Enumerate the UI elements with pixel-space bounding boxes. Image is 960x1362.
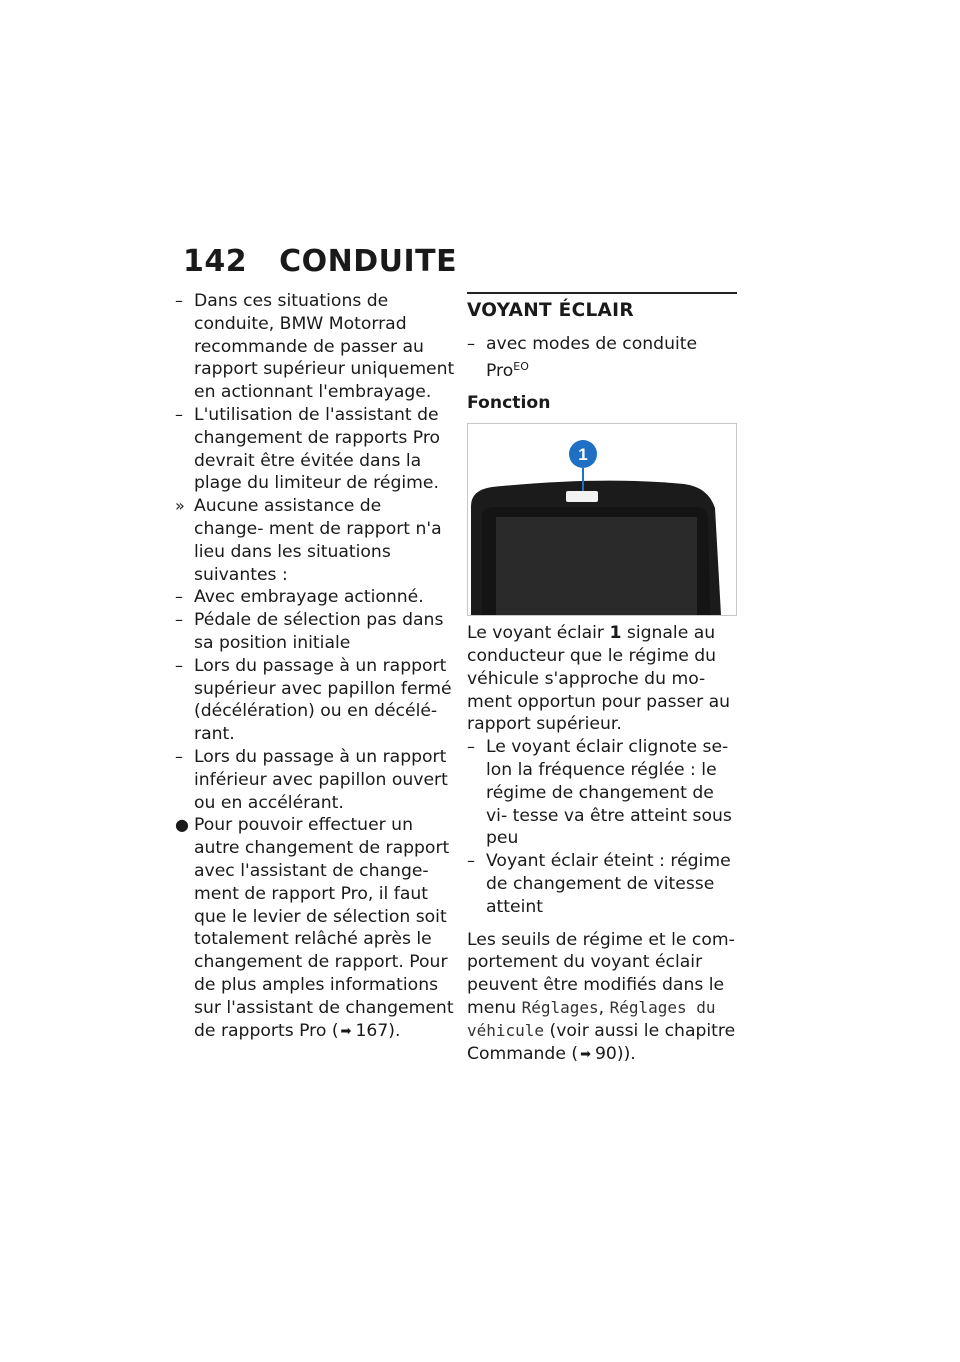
description-text: Le voyant éclair bbox=[467, 623, 610, 644]
item-marker: – bbox=[175, 291, 183, 310]
function-heading: Fonction bbox=[467, 393, 551, 414]
item-text: Voyant éclair éteint : régime de changement de vitesse atteint bbox=[486, 851, 731, 917]
item-text: Dans ces situations de conduite, BMW Motorrad recommande de passer au rapport supérieur uniquement en actionnant l'embrayage. bbox=[194, 291, 455, 403]
reference-close: ). bbox=[388, 1020, 401, 1041]
section-title: VOYANT ÉCLAIR bbox=[467, 300, 634, 321]
page-number: 142 bbox=[183, 244, 248, 279]
page-reference-link[interactable]: 90 bbox=[595, 1043, 617, 1064]
shift-light-indicator bbox=[566, 491, 598, 502]
item-text: Pédale de sélection pas dans sa position initiale bbox=[194, 610, 444, 653]
item-text: Le voyant éclair clignote se- lon la fréquence réglée : le régime de changement de vi- tesse va être atteint sous peu bbox=[486, 737, 732, 849]
display-figure bbox=[467, 423, 737, 616]
item-marker: – bbox=[175, 404, 183, 424]
description-text: signale au conducteur que le régime du véhicule s'approche du mo- ment opportun pour passer au rapport supérieur. bbox=[467, 623, 731, 735]
reference-close: )). bbox=[616, 1043, 636, 1064]
section-divider bbox=[467, 292, 737, 294]
left-column bbox=[175, 290, 455, 1043]
item-marker: – bbox=[175, 610, 183, 630]
item-marker: – bbox=[467, 333, 475, 353]
result-item bbox=[175, 495, 455, 586]
item-marker: – bbox=[175, 746, 183, 766]
item-marker: – bbox=[175, 655, 183, 675]
item-text: L'utilisation de l'assistant de changement de rapports Pro devrait être évitée dans la plage du limiteur de régime. bbox=[194, 404, 441, 494]
description-paragraph bbox=[467, 622, 737, 736]
tft-display-illustration bbox=[468, 424, 736, 615]
bullet-item bbox=[175, 814, 455, 1043]
option-item bbox=[467, 333, 737, 383]
page-header bbox=[183, 244, 457, 279]
dash-item bbox=[467, 736, 737, 850]
dash-item bbox=[175, 746, 455, 814]
closing-text: Les seuils de régime et le com- portement du voyant éclair peuvent être modifiés dans le menu bbox=[467, 929, 735, 1018]
dash-item bbox=[175, 609, 455, 655]
closing-paragraph bbox=[467, 929, 737, 1067]
page-reference-link[interactable]: 167 bbox=[355, 1020, 389, 1041]
separator: , bbox=[598, 997, 610, 1018]
dash-item bbox=[175, 655, 455, 746]
item-marker: » bbox=[175, 496, 185, 516]
menu-settings: Réglages bbox=[521, 997, 599, 1017]
option-code: EO bbox=[513, 359, 529, 373]
item-marker: – bbox=[467, 851, 475, 871]
callout-reference: 1 bbox=[609, 623, 622, 644]
page-reference-arrow-icon: ➡ bbox=[340, 1023, 352, 1039]
item-marker: – bbox=[467, 737, 475, 757]
item-text: avec modes de conduite Pro bbox=[486, 333, 698, 381]
dash-item bbox=[467, 850, 737, 918]
dash-item bbox=[175, 404, 455, 495]
item-text: Pour pouvoir effectuer un autre changement de rapport avec l'assistant de change- ment de rapport Pro, il faut que le levier de sélection soit totalement relâché après le changement de rapport. Pour de plus amples informations sur l'assistant de changement de rapports Pro ( bbox=[194, 815, 454, 1041]
item-marker: – bbox=[175, 587, 183, 607]
chapter-title: CONDUITE bbox=[279, 244, 458, 279]
closing-text: (voir aussi le chapitre Commande ( bbox=[467, 1020, 736, 1064]
bullet-icon: ● bbox=[175, 815, 189, 835]
dash-item bbox=[175, 290, 455, 404]
right-column bbox=[467, 292, 737, 1066]
page-reference-arrow-icon: ➡ bbox=[580, 1046, 591, 1062]
dash-item bbox=[175, 586, 455, 609]
display-screen bbox=[496, 517, 697, 615]
item-text: Avec embrayage actionné. bbox=[194, 587, 424, 608]
menu-vehicle-settings: Réglages du véhicule bbox=[467, 997, 716, 1040]
item-text: Lors du passage à un rapport inférieur avec papillon ouvert ou en accélérant. bbox=[194, 746, 448, 813]
item-text: Aucune assistance de change- ment de rapport n'a lieu dans les situations suivantes : bbox=[194, 496, 442, 585]
item-text: Lors du passage à un rapport supérieur avec papillon fermé (décélération) ou en décélé- rant. bbox=[194, 655, 452, 745]
callout-number: 1 bbox=[578, 445, 588, 465]
